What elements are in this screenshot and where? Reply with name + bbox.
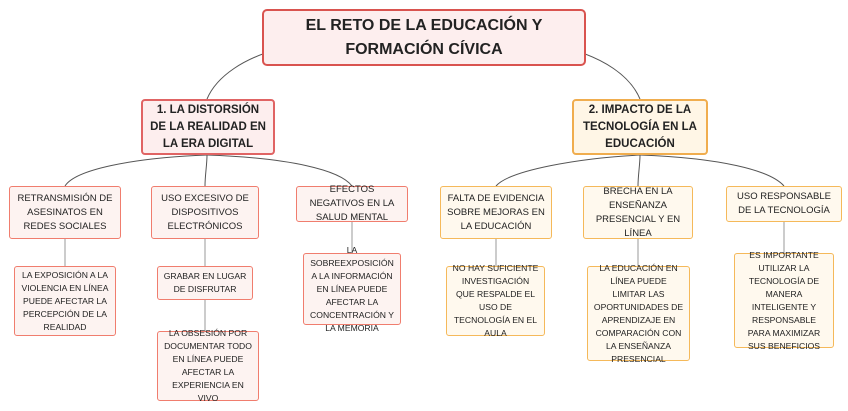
link-b1-topic-2 xyxy=(205,155,207,186)
detail-obsesion-documentar[interactable]: LA OBSESIÓN POR DOCUMENTAR TODO EN LÍNEA PUEDE AFECTAR LA EXPERIENCIA EN VIVO xyxy=(157,331,259,401)
detail-es-importante-utilizar[interactable]: ES IMPORTANTE UTILIZAR LA TECNOLOGÍA DE MANERA INTELIGENTE Y RESPONSABLE PARA MAXIMIZAR SUS BENEFICIOS xyxy=(734,253,834,348)
detail-educacion-en-linea[interactable]: LA EDUCACIÓN EN LÍNEA PUEDE LIMITAR LAS OPORTUNIDADES DE APRENDIZAJE EN COMPARACIÓN CON LA ENSEÑANZA PRESENCIAL xyxy=(587,266,690,361)
link-b1-topic-3 xyxy=(207,155,352,186)
topic-retransmision-asesinatos[interactable]: RETRANSMISIÓN DE ASESINATOS EN REDES SOCIALES xyxy=(9,186,121,239)
link-b2-topic-1 xyxy=(496,155,640,186)
topic-falta-evidencia[interactable]: FALTA DE EVIDENCIA SOBRE MEJORAS EN LA EDUCACIÓN xyxy=(440,186,552,239)
topic-uso-excesivo-dispositivos[interactable]: USO EXCESIVO DE DISPOSITIVOS ELECTRÓNICOS xyxy=(151,186,259,239)
detail-no-hay-investigacion[interactable]: NO HAY SUFICIENTE INVESTIGACIÓN QUE RESPALDE EL USO DE TECNOLOGÍA EN EL AULA xyxy=(446,266,545,336)
topic-efectos-salud-mental[interactable]: EFECTOS NEGATIVOS EN LA SALUD MENTAL xyxy=(296,186,408,222)
link-b2-topic-2 xyxy=(638,155,640,186)
branch-impacto-tecnologia[interactable]: 2. IMPACTO DE LA TECNOLOGÍA EN LA EDUCACIÓN xyxy=(572,99,708,155)
topic-brecha-ensenanza[interactable]: BRECHA EN LA ENSEÑANZA PRESENCIAL Y EN LÍNEA xyxy=(583,186,693,239)
detail-grabar-disfrutar[interactable]: GRABAR EN LUGAR DE DISFRUTAR xyxy=(157,266,253,300)
link-b1-topic-1 xyxy=(65,155,207,186)
branch-distorsion-realidad[interactable]: 1. LA DISTORSIÓN DE LA REALIDAD EN LA ERA DIGITAL xyxy=(141,99,275,155)
detail-exposicion-violencia[interactable]: LA EXPOSICIÓN A LA VIOLENCIA EN LÍNEA PUEDE AFECTAR LA PERCEPCIÓN DE LA REALIDAD xyxy=(14,266,116,336)
root-topic[interactable]: EL RETO DE LA EDUCACIÓN Y FORMACIÓN CÍVICA xyxy=(262,9,586,66)
link-b2-topic-3 xyxy=(640,155,784,186)
topic-uso-responsable[interactable]: USO RESPONSABLE DE LA TECNOLOGÍA xyxy=(726,186,842,222)
detail-sobreexposicion-informacion[interactable]: LA SOBREEXPOSICIÓN A LA INFORMACIÓN EN LÍNEA PUEDE AFECTAR LA CONCENTRACIÓN Y LA MEMORIA xyxy=(303,253,401,325)
